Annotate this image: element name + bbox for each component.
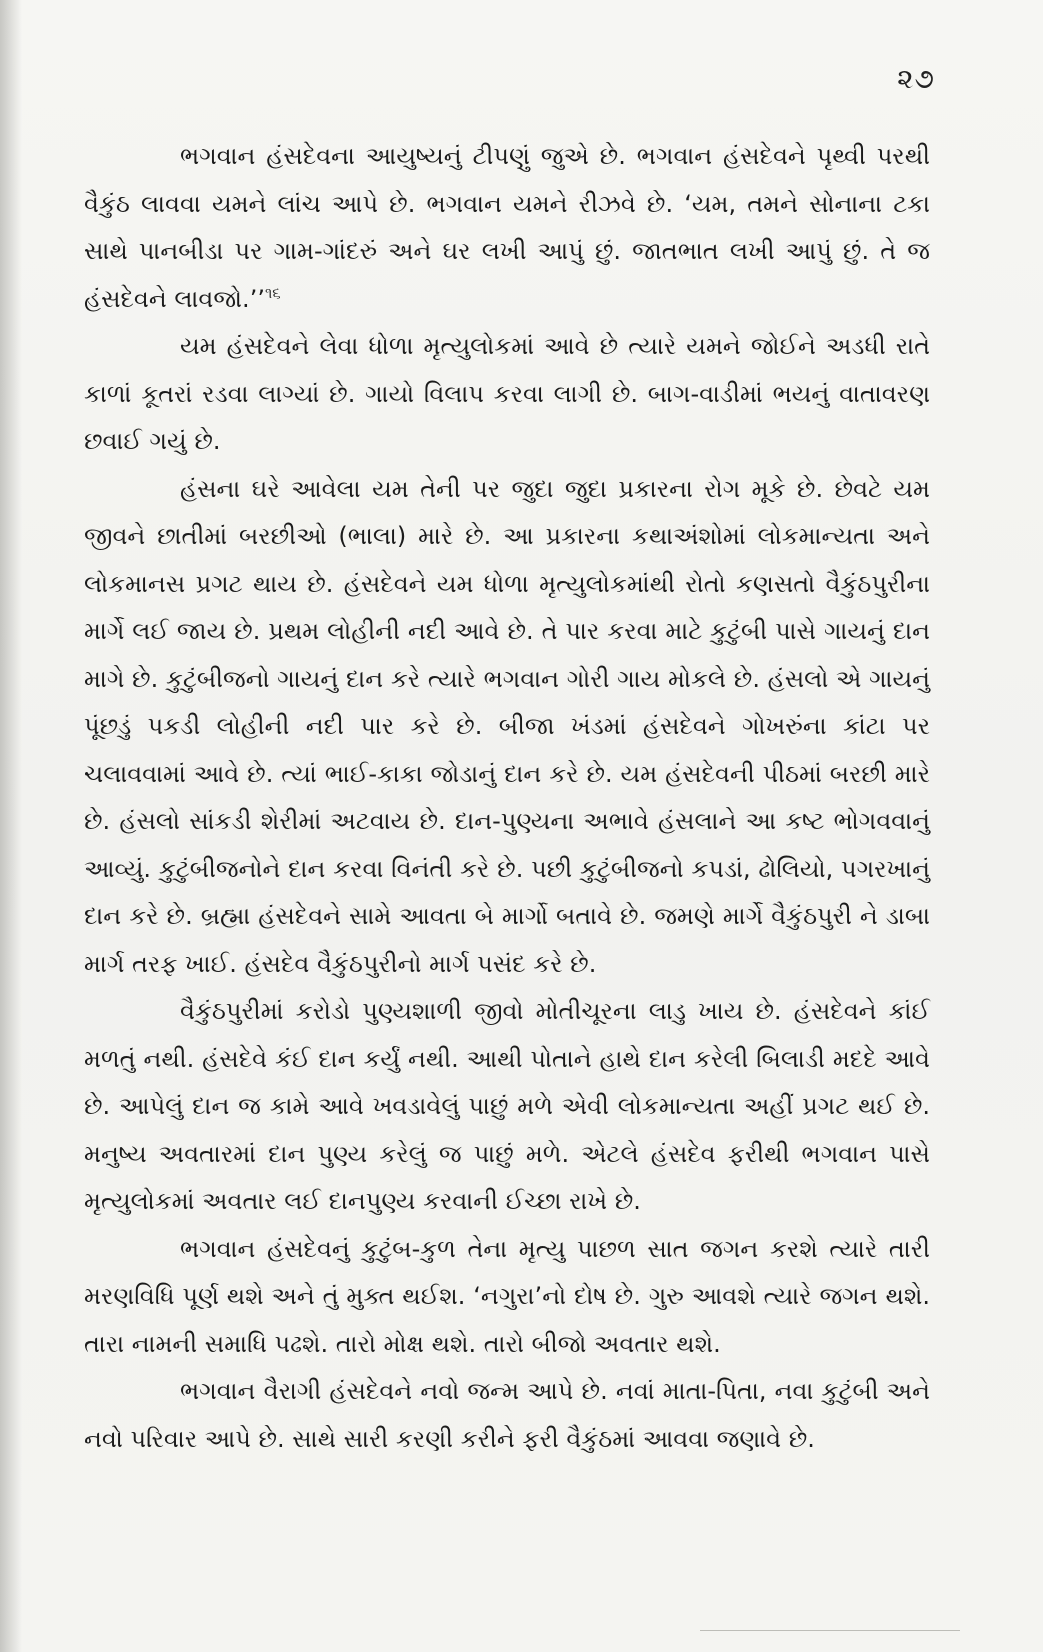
- paragraph-text: વૈકુંઠપુરીમાં કરોડો પુણ્યશાળી જીવો મોતીચૂરના લાડુ ખાય છે. હંસદેવને કાંઈ મળતું નથી. હંસદેવે કંઈ દાન કર્યું નથી. આથી પોતાને હાથે દાન કરેલી બિલાડી મદદે આવે છે. આપેલું દાન જ કામે આવે ખવડાવેલું પાછું મળે એવી લોકમાન્યતા અહીં પ્રગટ થઈ છે. મનુષ્ય અવતારમાં દાન પુણ્ય કરેલું જ પાછું મળે. એટલે હંસદેવ ફરીથી ભગવાન પાસે મૃત્યુલોકમાં અવતાર લઈ દાનપુણ્ય કરવાની ઈચ્છા રાખે છે.: [84, 997, 930, 1215]
- paragraph: [84, 988, 930, 1226]
- page-body: [84, 133, 930, 1463]
- paragraph-text: ભગવાન હંસદેવનું કુટુંબ-કુળ તેના મૃત્યુ પાછળ સાત જગન કરશે ત્યારે તારી મરણવિધિ પૂર્ણ થશે અને તું મુક્ત થઈશ. ‘નગુરા’નો દોષ છે. ગુરુ આવશે ત્યારે જગન થશે. તારા નામની સમાધિ પઢશે. તારો મોક્ષ થશે. તારો બીજો અવતાર થશે.: [84, 1234, 930, 1358]
- bottom-edge-line: [700, 1630, 960, 1631]
- paragraph: [84, 323, 930, 466]
- paragraph: [84, 1368, 930, 1463]
- paragraph: [84, 466, 930, 989]
- page-number: ૨૭: [897, 62, 935, 95]
- paragraph-text: હંસના ઘરે આવેલા યમ તેની પર જુદા જુદા પ્રકારના રોગ મૂકે છે. છેવટે યમ જીવને છાતીમાં બરછીઓ (ભાલા) મારે છે. આ પ્રકારના કથાઅંશોમાં લોકમાન્યતા અને લોકમાનસ પ્રગટ થાય છે. હંસદેવને યમ ધોળા મૃત્યુલોકમાંથી રોતો કણસતો વૈકુંઠપુરીના માર્ગે લઈ જાય છે. પ્રથમ લોહીની નદી આવે છે. તે પાર કરવા માટે કુટુંબી પાસે ગાયનું દાન માગે છે. કુટુંબીજનો ગાયનું દાન કરે ત્યારે ભગવાન ગોરી ગાય મોકલે છે. હંસલો એ ગાયનું પૂંછડું પકડી લોહીની નદી પાર કરે છે. બીજા ખંડમાં હંસદેવને ગોખરુંના કાંટા પર ચલાવવામાં આવે છે. ત્યાં ભાઈ-કાકા જોડાનું દાન કરે છે. યમ હંસદેવની પીઠમાં બરછી મારે છે. હંસલો સાંકડી શેરીમાં અટવાય છે. દાન-પુણ્યના અભાવે હંસલાને આ કષ્ટ ભોગવવાનું આવ્યું. કુટુંબીજનોને દાન કરવા વિનંતી કરે છે. પછી કુટુંબીજનો કપડાં, ઢોલિયો, પગરખાનું દાન કરે છે. બ્રહ્મા હંસદેવને સામે આવતા બે માર્ગો બતાવે છે. જમણે માર્ગે વૈકુંઠપુરી ને ડાબા માર્ગ તરફ ખાઈ. હંસદેવ વૈકુંઠપુરીનો માર્ગ પસંદ કરે છે.: [84, 474, 930, 978]
- page-gutter-shadow: [0, 0, 22, 1652]
- paragraph-text: ભગવાન હંસદેવના આયુષ્યનું ટીપણું જુએ છે. ભગવાન હંસદેવને પૃથ્વી પરથી વૈકુંઠ લાવવા યમને લાંચ આપે છે. ભગવાન યમને રીઝવે છે. ‘યમ, તમને સોનાના ટકા સાથે પાનબીડા પર ગામ-ગાંદરું અને ઘર લખી આપું છું. જાતભાત લખી આપું છું. તે જ હંસદેવને લાવજો.’’: [84, 142, 930, 313]
- paragraph-text: ભગવાન વૈરાગી હંસદેવને નવો જન્મ આપે છે. નવાં માતા-પિતા, નવા કુટુંબી અને નવો પરિવાર આપે છે. સાથે સારી કરણી કરીને ફરી વૈકુંઠમાં આવવા જણાવે છે.: [84, 1377, 930, 1453]
- paragraph-text: યમ હંસદેવને લેવા ધોળા મૃત્યુલોકમાં આવે છે ત્યારે યમને જોઈને અડધી રાતે કાળાં કૂતરાં રડવા લાગ્યાં છે. ગાયો વિલાપ કરવા લાગી છે. બાગ-વાડીમાં ભયનું વાતાવરણ છવાઈ ગયું છે.: [84, 332, 930, 455]
- paragraph: [84, 1226, 930, 1369]
- paragraph: [84, 133, 930, 323]
- footnote-marker: ૧૬: [264, 283, 281, 302]
